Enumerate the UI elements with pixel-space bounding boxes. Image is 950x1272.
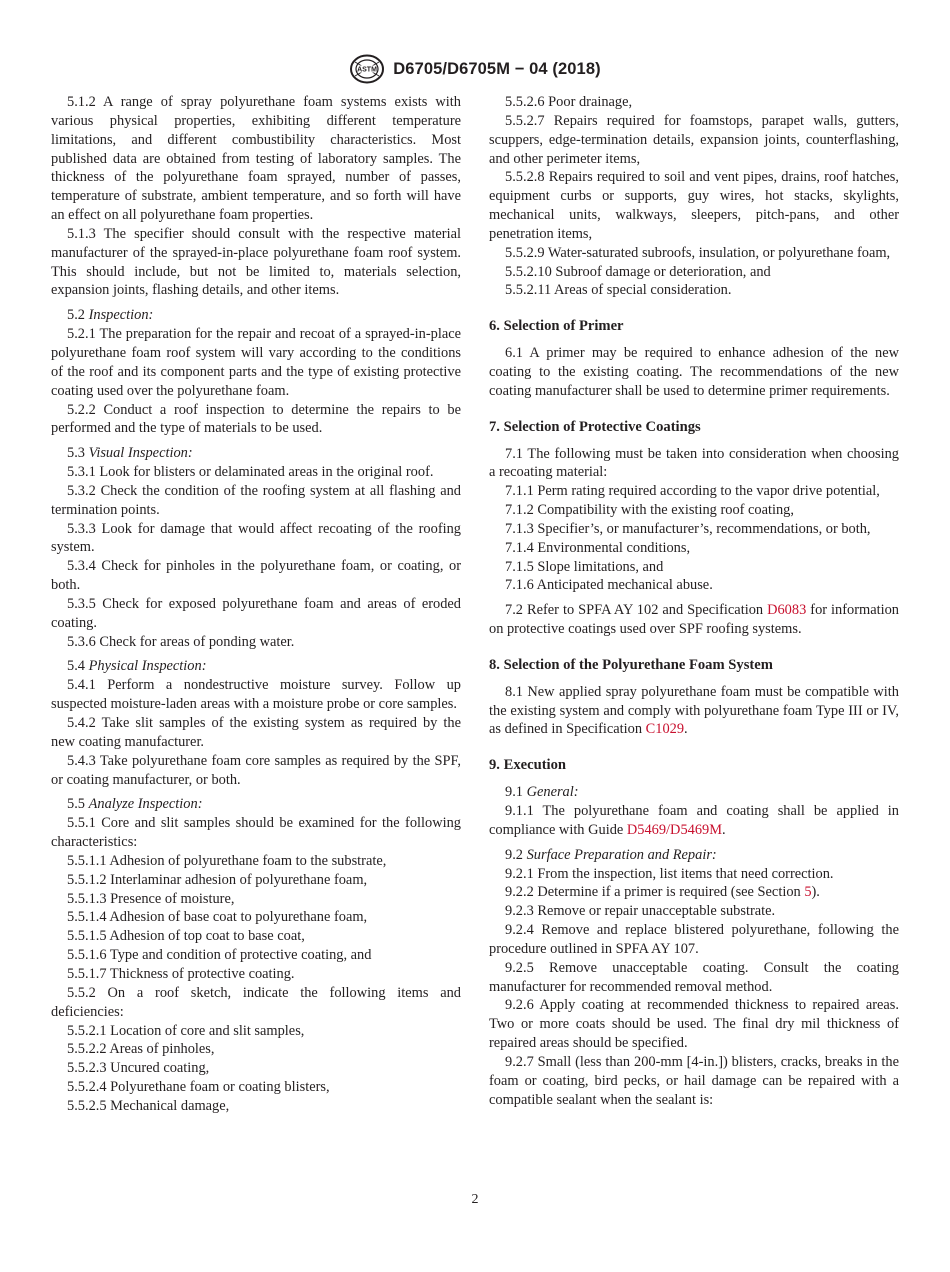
para-9-2-1: 9.2.1 From the inspection, list items that need correction. (505, 865, 834, 882)
para-5-3-1: 5.3.1 Look for blisters or delaminated areas in the original roof. (67, 464, 434, 481)
para-5-5-2: 5.5.2 On a roof sketch, indicate the following items and deficiencies: (51, 984, 461, 1020)
list-item: 5.5.2.2 Areas of pinholes, (67, 1041, 215, 1058)
section-5-2-heading: 5.2 Inspection: (67, 307, 154, 324)
page-number: 2 (471, 1192, 479, 1207)
para-5-4-2: 5.4.2 Take slit samples of the existing system as required by the new coating manufacturer. (51, 715, 461, 750)
list-item: 5.5.2.9 Water-saturated subroofs, insulation, or polyurethane foam, (505, 244, 891, 261)
para-9-2-2: 9.2.2 Determine if a primer is required (see Section 5). (505, 884, 820, 901)
para-5-1-3: 5.1.3 The specifier should consult with the respective material manufacturer of the sprayed-in-place polyurethane foam roof system. This should include, but not be limited to, materials selection, expansion joints, flashing details, and other items. (51, 225, 461, 299)
list-item: 5.5.2.7 Repairs required for foamstops, parapet walls, gutters, scuppers, edge-termination details, expansion joints, counterflashing, and other perimeter items, (489, 112, 899, 167)
list-item: 5.5.1.4 Adhesion of base coat to polyurethane foam, (67, 909, 368, 926)
para-9-2-4: 9.2.4 Remove and replace blistered polyurethane, following the procedure outlined in SPFA AY 107. (489, 922, 899, 957)
section-6-title: 6. Selection of Primer (489, 318, 624, 335)
link-section-5[interactable]: 5 (804, 884, 812, 901)
link-c1029[interactable]: C1029 (645, 721, 685, 738)
list-item: 5.5.2.1 Location of core and slit samples, (67, 1022, 305, 1039)
list-item: 5.5.2.5 Mechanical damage, (67, 1097, 230, 1114)
section-9-title: 9. Execution (489, 757, 567, 774)
para-5-2-2: 5.2.2 Conduct a roof inspection to determine the repairs to be performed and the type of materials to be used. (51, 401, 461, 437)
para-5-3-2: 5.3.2 Check the condition of the roofing system at all flashing and termination points. (51, 482, 461, 518)
para-9-2-6: 9.2.6 Apply coating at recommended thickness to repaired areas. Two or more coats should be used. The final dry mil thickness of repaired areas should be specified. (489, 997, 899, 1052)
list-item: 5.5.2.8 Repairs required to soil and vent pipes, drains, roof hatches, equipment curbs or supports, guy wires, hot stacks, skylights, mechanical units, walkways, sleepers, pitch-pans, and other penetration items, (489, 169, 899, 242)
para-5-1-2: 5.1.2 A range of spray polyurethane foam systems exists with various physical properties, exhibiting different temperature limitations, and different combustibility characteristics. Most published data are obtained from testing of laboratory samples. The thickness of the polyurethane foam sprayed, number of passes, temperature of substrate, ambient temperature, and so forth will have an effect on all polyurethane foam properties. (51, 94, 461, 224)
section-5-5-heading: 5.5 Analyze Inspection: (67, 796, 203, 813)
para-9-2-5: 9.2.5 Remove unacceptable coating. Consult the coating manufacturer for recommended removal method. (489, 959, 899, 995)
list-item: 5.5.2.11 Areas of special consideration. (505, 282, 732, 299)
right-column (489, 93, 899, 1110)
section-8-title: 8. Selection of the Polyurethane Foam System (489, 656, 773, 673)
list-item: 5.5.1.2 Interlaminar adhesion of polyurethane foam, (67, 871, 368, 888)
para-7-2: 7.2 Refer to SPFA AY 102 and Specification D6083 for information on protective coatings used over SPF roofing systems. (489, 602, 899, 638)
list-item: 7.1.3 Specifier’s, or manufacturer’s, recommendations, or both, (505, 520, 871, 537)
para-5-5-1: 5.5.1 Core and slit samples should be examined for the following characteristics: (51, 815, 461, 851)
list-item: 5.5.2.6 Poor drainage, (505, 94, 633, 110)
svg-text:ASTM: ASTM (357, 66, 378, 74)
para-9-2-7: 9.2.7 Small (less than 200-mm [4-in.]) blisters, cracks, breaks in the foam or coating, bird pecks, or hail damage can be repaired with a compatible sealant when the sealant is: (489, 1053, 899, 1108)
section-7-title: 7. Selection of Protective Coatings (489, 418, 701, 435)
document-designation: D6705/D6705M − 04 (2018) (393, 59, 601, 78)
list-item: 7.1.2 Compatibility with the existing roof coating, (505, 502, 794, 519)
para-5-3-4: 5.3.4 Check for pinholes in the polyurethane foam, or coating, or both. (51, 558, 461, 594)
para-5-2-1: 5.2.1 The preparation for the repair and recoat of a sprayed-in-place polyurethane foam roof system will vary according to the conditions of the roof and its component parts and the type of existing protective coating used over the polyurethane foam. (51, 326, 461, 399)
section-5-3-heading: 5.3 Visual Inspection: (67, 445, 193, 462)
list-item: 7.1.1 Perm rating required according to the vapor drive potential, (505, 483, 880, 500)
list-item: 7.1.6 Anticipated mechanical abuse. (505, 577, 713, 594)
list-item: 5.5.2.3 Uncured coating, (67, 1060, 210, 1077)
list-item: 5.5.2.10 Subroof damage or deterioration, and (505, 263, 771, 280)
list-item: 5.5.1.3 Presence of moisture, (67, 890, 235, 907)
link-d6083[interactable]: D6083 (767, 602, 807, 619)
list-item: 5.5.2.4 Polyurethane foam or coating blisters, (67, 1079, 330, 1096)
page-header (0, 52, 950, 86)
section-9-1-heading: 9.1 General: (505, 784, 579, 801)
para-7-1: 7.1 The following must be taken into consideration when choosing a recoating material: (489, 445, 899, 481)
para-5-4-1: 5.4.1 Perform a nondestructive moisture survey. Follow up suspected moisture-laden areas with a moisture probe or core samples. (51, 677, 461, 713)
left-column (51, 93, 461, 1116)
list-item: 7.1.5 Slope limitations, and (505, 558, 664, 575)
para-5-4-3: 5.4.3 Take polyurethane foam core samples as required by the SPF, or coating manufacturer, or both. (51, 752, 461, 788)
para-5-3-3: 5.3.3 Look for damage that would affect recoating of the roofing system. (51, 520, 461, 556)
list-item: 5.5.1.1 Adhesion of polyurethane foam to the substrate, (67, 852, 387, 869)
para-5-3-6: 5.3.6 Check for areas of ponding water. (67, 633, 295, 650)
para-6-1: 6.1 A primer may be required to enhance adhesion of the new coating to the existing coating. The recommendations of the new coating manufacturer shall be used to determine primer requirements. (489, 345, 899, 399)
para-9-1-1: 9.1.1 The polyurethane foam and coating shall be applied in compliance with Guide D5469/D5469M. (489, 803, 899, 838)
section-9-2-heading: 9.2 Surface Preparation and Repair: (505, 846, 717, 863)
list-item: 5.5.1.7 Thickness of protective coating. (67, 965, 295, 982)
section-5-4-heading: 5.4 Physical Inspection: (67, 658, 207, 675)
para-9-2-3: 9.2.3 Remove or repair unacceptable substrate. (505, 903, 776, 920)
para-5-3-5: 5.3.5 Check for exposed polyurethane foam and areas of eroded coating. (51, 595, 461, 631)
list-item: 7.1.4 Environmental conditions, (505, 539, 691, 556)
astm-logo-icon (349, 54, 385, 84)
para-8-1: 8.1 New applied spray polyurethane foam must be compatible with the existing system and comply with polyurethane foam Type III or IV, as defined in Specification C1029. (489, 683, 899, 738)
list-item: 5.5.1.5 Adhesion of top coat to base coat, (67, 928, 305, 945)
link-d5469[interactable]: D5469/D5469M (626, 821, 723, 838)
list-item: 5.5.1.6 Type and condition of protective coating, and (67, 947, 372, 964)
